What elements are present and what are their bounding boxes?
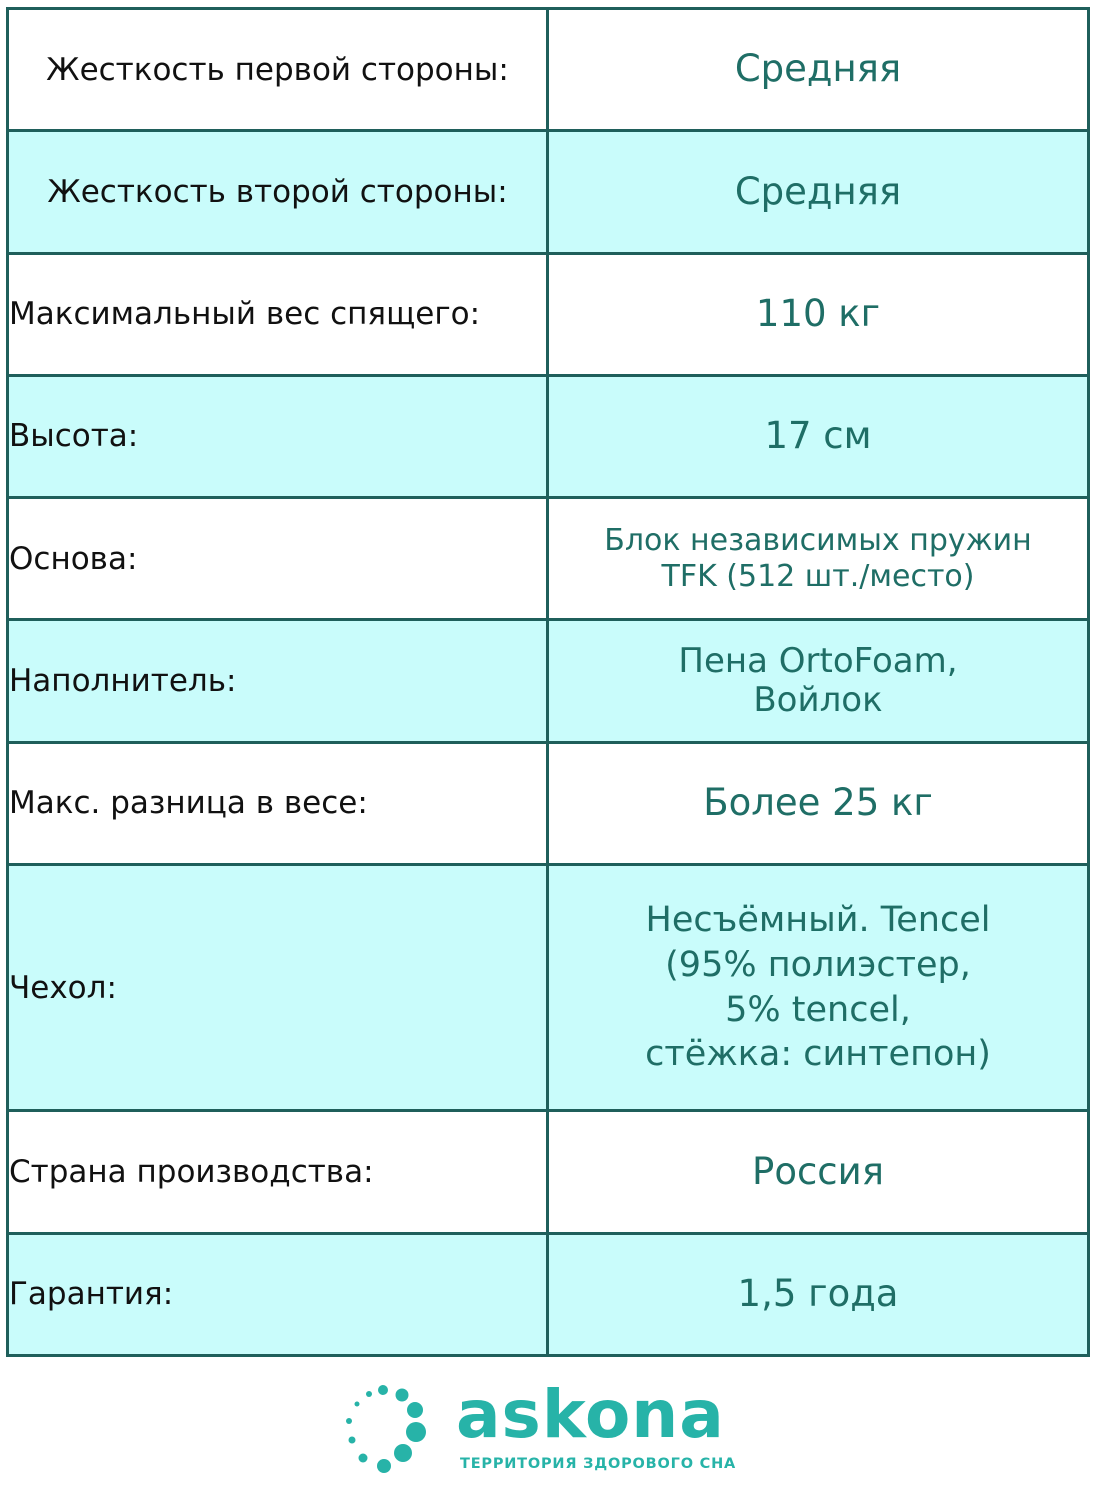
spec-value: Средняя [548, 9, 1089, 131]
spec-label: Высота: [8, 375, 548, 497]
spec-label: Жесткость второй стороны: [8, 131, 548, 253]
spec-row-base [8, 498, 1089, 620]
spec-value: Средняя [548, 131, 1089, 253]
brand-tagline: ТЕРРИТОРИЯ ЗДОРОВОГО СНА [460, 1456, 737, 1472]
spec-label: Жесткость первой стороны: [8, 9, 548, 131]
spec-row-first-side-firmness [8, 9, 1089, 131]
spec-value: Пена OrtoFoam, Войлок [548, 620, 1089, 742]
spec-row-height [8, 375, 1089, 497]
spec-row-filling [8, 620, 1089, 742]
spec-label: Макс. разница в весе: [8, 742, 548, 864]
spec-label: Максимальный вес спящего: [8, 253, 548, 375]
spec-value: Блок независимых пружин TFK (512 шт./место) [548, 498, 1089, 620]
specs-table [6, 7, 1090, 1357]
spec-row-second-side-firmness [8, 131, 1089, 253]
spec-row-max-weight-difference [8, 742, 1089, 864]
spec-row-max-weight [8, 253, 1089, 375]
spec-value: 1,5 года [548, 1233, 1089, 1355]
brand-name: askona [456, 1376, 725, 1453]
spec-label: Наполнитель: [8, 620, 548, 742]
spec-label: Страна производства: [8, 1111, 548, 1233]
spec-label: Чехол: [8, 864, 548, 1111]
spec-label: Основа: [8, 498, 548, 620]
askona-logo [340, 1376, 760, 1482]
spec-value: Россия [548, 1111, 1089, 1233]
spec-row-cover [8, 864, 1089, 1111]
spec-row-country [8, 1111, 1089, 1233]
spec-row-warranty [8, 1233, 1089, 1355]
spec-label: Гарантия: [8, 1233, 548, 1355]
spec-value: 110 кг [548, 253, 1089, 375]
askona-dots-logo-icon [340, 1382, 440, 1482]
spec-value: Несъёмный. Tencel (95% полиэстер, 5% tencel, стёжка: синтепон) [548, 864, 1089, 1111]
spec-value: Более 25 кг [548, 742, 1089, 864]
spec-value: 17 см [548, 375, 1089, 497]
